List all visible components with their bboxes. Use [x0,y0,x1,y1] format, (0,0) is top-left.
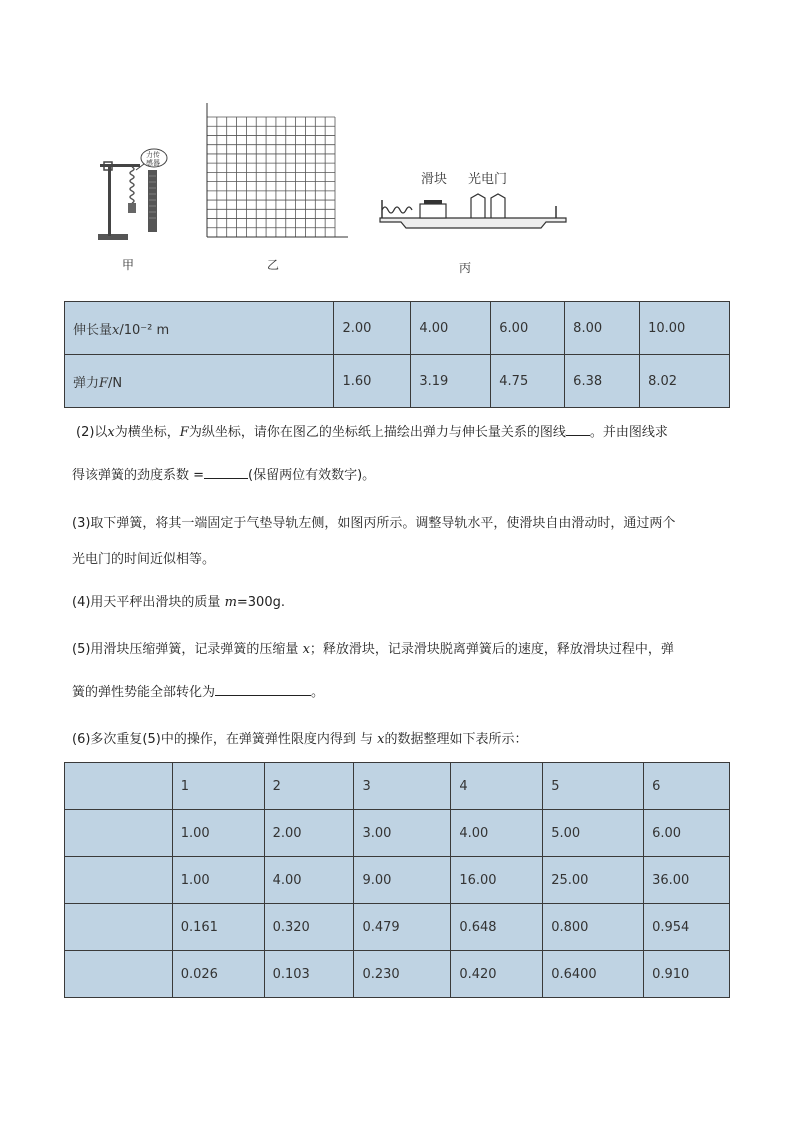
paragraph-5-line2: 簧的弹性势能全部转化为 。 [72,685,325,700]
table-cell: 0.320 [264,904,354,951]
table-cell: 0.161 [172,904,264,951]
table-cell: 3.19 [411,355,491,408]
header-text: 弹力 [73,375,100,391]
table-cell: 0.800 [543,904,644,951]
table-cell: 0.103 [264,951,354,998]
table-cell: 8.00 [565,302,640,355]
row-header [65,810,173,857]
table-compression-data [64,762,730,998]
table-cell: 1.00 [172,810,264,857]
table-cell: 0.230 [354,951,451,998]
answer-blank[interactable] [566,423,590,436]
sensor-label-line1: 力传 [146,151,160,159]
table-cell: 0.910 [644,951,730,998]
table-cell: 10.00 [640,302,730,355]
paragraph-5-line1: (5)用滑块压缩弹簧，记录弹簧的压缩量 x；释放滑块，记录滑块脱离弹簧后的速度，释放滑块过程中，弹 [72,642,674,657]
table-cell: 8.02 [640,355,730,408]
paragraph-3-line2: 光电门的时间近似相等。 [72,552,216,567]
figure-yi-grid-paper [200,103,350,241]
sensor-label-line2: 感器 [146,159,160,167]
table-row [65,355,730,408]
table-cell: 4 [451,763,543,810]
table-cell: 5.00 [543,810,644,857]
paragraph-3-line1: (3)取下弹簧，将其一端固定于气垫导轨左侧，如图丙所示。调整导轨水平，使滑块自由滑动时，通过两个 [72,516,676,531]
unit-text: /10⁻² m [119,322,170,338]
paragraph-2-line1: (2)以x为横坐标，F为纵坐标，请你在图乙的坐标纸上描绘出弹力与伸长量关系的图线 。并由图线求 [76,425,668,440]
var-x: x [112,322,120,338]
row-header [65,904,173,951]
table-row [65,951,730,998]
row-header [65,857,173,904]
table-cell: 2.00 [264,810,354,857]
table-cell: 16.00 [451,857,543,904]
table-cell: 4.00 [451,810,543,857]
table-cell: 1.00 [172,857,264,904]
table-cell: 2.00 [334,302,411,355]
table-cell: 3 [354,763,451,810]
table-cell: 6.00 [491,302,565,355]
table-cell: 25.00 [543,857,644,904]
table-extension-force [64,301,730,408]
header-text: 伸长量 [73,322,113,338]
row-header [65,763,173,810]
unit-text: /N [108,375,123,391]
table-cell: 36.00 [644,857,730,904]
answer-blank[interactable] [215,683,311,696]
table-cell: 0.954 [644,904,730,951]
table-cell: 5 [543,763,644,810]
row-header [65,951,173,998]
figure-bing-label: 丙 [459,261,472,275]
table-row [65,302,730,355]
figure-yi-label: 乙 [267,258,280,272]
photogate-label: 光电门 [468,172,508,187]
table-cell: 9.00 [354,857,451,904]
paragraph-2-line2: 得该弹簧的劲度系数 = (保留两位有效数字)。 [72,468,376,483]
paragraph-6: (6)多次重复(5)中的操作，在弹簧弹性限度内得到 与 x的数据整理如下表所示： [72,732,528,747]
table-row [65,857,730,904]
table-cell: 3.00 [354,810,451,857]
var-F: F [99,375,109,391]
table-cell: 0.026 [172,951,264,998]
figure-bing-air-track [376,190,572,232]
table-cell: 6 [644,763,730,810]
table-row [65,763,730,810]
row-header [65,355,334,408]
table-cell: 0.6400 [543,951,644,998]
table-row [65,810,730,857]
answer-blank[interactable] [204,466,248,479]
slider-label: 滑块 [421,172,448,187]
table-cell: 4.75 [491,355,565,408]
table-cell: 0.479 [354,904,451,951]
table-cell: 4.00 [264,857,354,904]
table-cell: 4.00 [411,302,491,355]
table-cell: 0.420 [451,951,543,998]
table-row [65,904,730,951]
row-header [65,302,334,355]
table-cell: 6.00 [644,810,730,857]
figure-jia-label: 甲 [122,258,135,272]
table-cell: 6.38 [565,355,640,408]
table-cell: 1 [172,763,264,810]
paragraph-4: (4)用天平秤出滑块的质量 m=300g. [72,595,285,610]
table-cell: 2 [264,763,354,810]
table-cell: 1.60 [334,355,411,408]
table-cell: 0.648 [451,904,543,951]
